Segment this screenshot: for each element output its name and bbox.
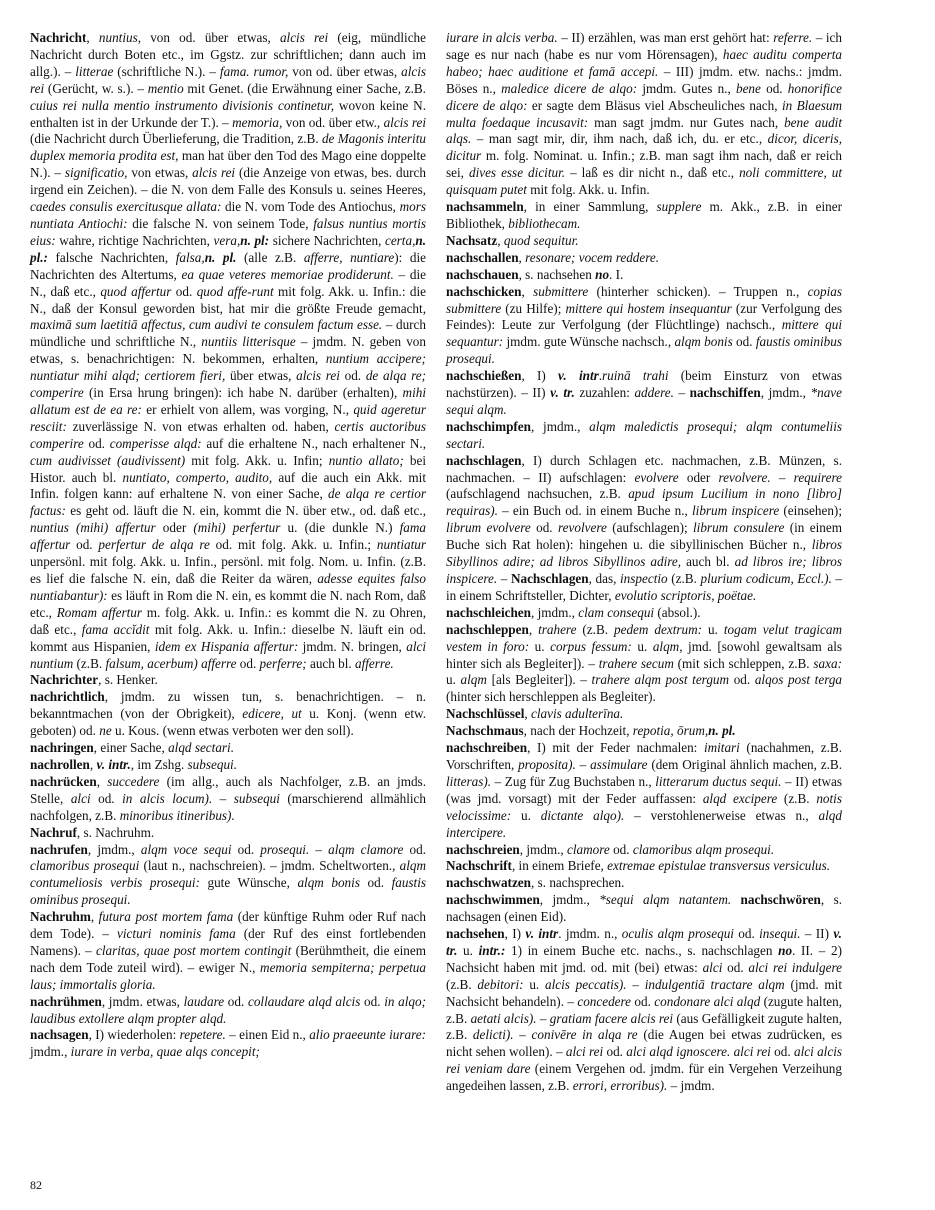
dictionary-entry: iurare in alcis verba. – II) erzählen, was man erst gehört hat: referre. – ich sage es nur nach (habe es nur vom Hörensagen), haec auditu comperta habeo; haec auditione et famā accepi. – III) jmdm. etw. nachs.: jmdm. Böses n., maledice dicere de alqo: jmdm. Gutes n., bene od. honorifice dicere de alqo: er sagte dem Bläsus viel Abscheuliches nach, in Blaesum multa foedaque incusavit: man sagt jmdm. nur Gutes nach, bene audit alqs. – man sagt mir, dir, ihm nach, daß ich, du. er etc., dicor, diceris, dicitur m. folg. Nominat. u. Infin.; z.B. man sagt ihm nach, daß er reich sei, dives esse dicitur. – laß es dir nicht n., daß etc., noli committere, ut quisquam putet mit folg. Akk. u. Infin. (446, 30, 843, 198)
dictionary-entry: nachrichtlich, jmdm. zu wissen tun, s. benachrichtigen. – n. bekanntmachen (von der Obrigkeit), edicere, ut u. Konj. (wenn etw. geboten) od. ne u. Kous. (wenn etwas verboten wer den soll). (30, 689, 426, 739)
dictionary-entry: nachschallen, resonare; vocem reddere. (446, 249, 660, 265)
dictionary-entry: nachschleppen, trahere (z.B. pedem dextrum: u. togam velut tragicam vestem in foro: u. corpus fessum: u. alqm, jmd. [sowohl gewaltsam als hinter sich als Begleiter]). – trahere secum (mit sich schleppen, z.B. saxa: u. alqm [als Begleiter]). – trahere alqm post tergum od. alqos post terga (hinter sich herschleppen als Begleiter). (446, 621, 843, 705)
dictionary-entry: nachschleichen, jmdm., clam consequi (absol.). (446, 604, 701, 620)
dictionary-entry: nachschreiben, I) mit der Feder nachmalen: imitari (nachahmen, z.B. Vorschriften, proposita). – assimulare (dem Original ähnlich machen, z.B. litteras). – Zug für Zug Buchstaben n., litterarum ductus sequi. – II) etwas (was jmd. vorsagt) mit der Feder auffassen: alqd excipere (z.B. notis velocissime: u. dictante alqo). – verstohlenerweise etwas n., alqd intercipere. (446, 740, 843, 840)
dictionary-entry: nachrollen, v. intr., im Zshg. subsequi. (30, 756, 237, 772)
dictionary-entry: nachschwatzen, s. nachsprechen. (446, 875, 625, 891)
dictionary-entry: Nachruf, s. Nachruhm. (30, 824, 155, 840)
dictionary-entry: nachringen, einer Sache, alqd sectari. (30, 740, 235, 756)
dictionary-entry: nachsagen, I) wiederholen: repetere. – einen Eid n., alio praeeunte iurare: jmdm., iurare in verba, quae alqs concepit; (30, 1027, 427, 1060)
dictionary-entry: nachrufen, jmdm., alqm voce sequi od. prosequi. – alqm clamore od. clamoribus prosequi (laut n., nachschreien). – jmdm. Scheltworten., alqm contumeliosis verbis prosequi: gute Wünsche, alqm bonis od. faustis ominibus prosequi. (30, 841, 427, 908)
dictionary-entry: nachrühmen, jmdm. etwas, laudare od. collaudare alqd alcis od. in alqo; laudibus extollere alqm propter alqd. (30, 993, 426, 1026)
dictionary-entry: nachschießen, I) v. intr.ruinā trahi (beim Einsturz von etwas nachstürzen). – II) v. tr. zuzahlen: addere. – nachschiffen, jmdm., *navе sequi alqm. (446, 368, 843, 417)
dictionary-entry: nachsammeln, in einer Sammlung, supplere m. Akk., z.B. in einer Bibliothek, bibliothecam. (446, 199, 842, 231)
dictionary-entry: nachschauen, s. nachsehen no. I. (446, 266, 624, 282)
page-number: 82 (30, 1178, 42, 1192)
dictionary-entry: Nachschlüssel, clavis adulterīna. (446, 706, 624, 722)
dictionary-entry: Nachruhm, futura post mortem fama (der künftige Ruhm oder Ruf nach dem Tode). – victuri nominis fama (der Ruf des einst fortlebenden Namens). – claritas, quae post mortem contingit (Berühmtheit, die einem nach dem Tode zuteil wird). – ewiger N., memoria sempiterna; perpetua laus; immortalis gloria. (30, 909, 426, 992)
dictionary-entry: nachschicken, submittere (hinterher schicken). – Truppen n., copias submittere (zu Hilfe); mittere qui hostem insequantur (zur Verfolgung des Feindes): Leute zur Verfolgung (der Flüchtlinge) nachsch., mittere qui sequantur: jmdm. gute Wünsche nachsch., alqm bonis od. faustis ominibus prosequi. (446, 283, 843, 367)
dictionary-entry: nachrücken, succedere (im allg., auch als Nachfolger, z.B. an jmds. Stelle, alci od. in alcis locum). – subsequi (marschierend allmählich nachfolgen, z.B. minoribus itineribus). (30, 773, 426, 823)
right-column (446, 30, 842, 1095)
dictionary-entry: nachsehen, I) v. intr. jmdm. n., oculis alqm prosequi od. insequi. – II) v. tr. u. intr.: 1) in einem Buche etc. nachs., s. nachschlagen no. II. – 2) Nachsicht haben mit jmd. od. mit (bei) etwas: alci od. alci rei indulgere (z.B. debitori: u. alcis peccatis). – indulgentiā tractare alqm (jmd. mit Nachsicht behandeln). – concedere od. condonare alci alqd (zugute halten, z.B. aetati alcis). – gratiam facere alcis rei (aus Gefälligkeit zugute halten, z.B. delicti). – conivēre in alqa re (die Augen bei etwas zudrücken, es nicht sehen wollen). – alci rei od. alci alqd ignoscere. alci rei od. alci alcis rei veniam dare (einem Vergehen od. jmdm. für ein Vergehen Verzeihung angedeihen lassen, z.B. errori, erroribus). – jmdm. (446, 926, 843, 1094)
dictionary-entry: nachschwimmen, jmdm., *sequi alqm natantem. nachschwören, s. nachsagen (einen Eid). (446, 892, 842, 925)
dictionary-entry: Nachrichter, s. Henker. (30, 672, 158, 688)
dictionary-entry: nachschimpfen, jmdm., alqm maledictis prosequi; alqm contumeliis sectari. (446, 418, 842, 451)
dictionary-entry: nachschreien, jmdm., clamore od. clamoribus alqm prosequi. (446, 841, 775, 857)
dictionary-entry: nachschlagen, I) durch Schlagen etc. nachmachen, z.B. Münzen, s. nachmachen. – II) aufschlagen: evolvere oder revolvere. – requirere (aufschlagend nachsuchen, z.B. apud ipsum Lucilium in nono [libro] requiras). – ein Buch od. in einem Buche n., librum inspicere (einsehen); librum evolvere od. revolvere (aufschlagen); librum consulere (in einem Buche sich Rat holen): hingehen u. die sibyllinischen Bücher n., libros Sibyllinos adire; ad libros Sibyllinos adire, auch bl. ad libros ire; libros inspicere. – Nachschlagen, das, inspectio (z.B. plurium codicum, Eccl.). – in einem Schriftsteller, Dichter, evolutio scriptoris, poëtae. (446, 452, 843, 603)
dictionary-entry: Nachricht, nuntius, von od. über etwas, alcis rei (eig, mündliche Nachricht durch Boten etc., im Ggstz. zur schriftlichen; dann auch im allg.). – litterae (schriftliche N.). – fama. rumor, von od. über etwas, alcis rei (Gerücht, w. s.). – mentio mit Genet. (die Erwähnung einer Sache, z.B. cuius rei nulla mentio instrumento divisionis continetur, wovon keine N. enthalten ist in der Urkunde der T.). – memoria, von od. über etw., alcis rei (die Nachricht durch Überlieferung, die Tradition, z.B. de Magonis interitu duplex memoria prodita est, man hat über den Tod des Mago eine doppelte N.). – significatio, von etwas, alcis rei (die Anzeige von etwas, bes. durch irgend ein Zeichen). – die N. von dem Falle des Konsuls u. seines Heeres, caedes consulis exercitusque allata: die N. vom Tode des Antiochus, mors nuntiata Antiochi: die falsche N. von seinem Tode, falsus nuntius mortis eius: wahre, richtige Nachrichten, vera,n. pl: sichere Nachrichten, certa,n. pl.: falsche Nachrichten, falsa,n. pl. (alle z.B. afferre, nuntiare): die Nachrichten des Altertums, ea quae veteres memoriae prodiderunt. – die N., daß etc., quod affertur od. quod affe-runt mit folg. Akk. u. Infin.: die N., daß der Konsul geworden bist, hat mir die größte Freude gemacht, maximā sum laetitiā affectus, cum audivi te consulem factum esse. – durch mündliche und schriftliche N., nuntiis litterisque – jmdm. N. geben von etwas, s. benachrichtigen: N. bekommen, erhalten, nuntium accipere; nuntiatur mihi alqd; certiorem fieri, über etwas, alcis rei od. de alqa re; comperire (in Ersa hrung bringen): ich habe N. darüber (erhalten), mihi allatum est de ea re: er erhielt von allem, was vorging, N., quid ageretur resciit: zuverlässige N. von etwas erhalten od. haben, certis auctoribus comperire od. comperisse alqd: auf die erhaltene N., nach erhaltener N., cum audivisset (audivissent) mit folg. Akk. u. Infin; nuntio allato; bei Histor. auch bl. nuntiato, comperto, audito, auf die auch ein Akk. mit Infin. folgen kann: auf erhaltene N. von einer Sache, de alqa re certior factus: es geht od. läuft die N. ein, kommt die N. über etw., od. daß etc., nuntius (mihi) affertur oder (mihi) perfertur u. (die dunkle N.) fama affertur od. perfertur de alqa re od. mit folg. Akk. u. Infin.; nuntiatur unpersönl. mit folg. Akk. u. Infin., persönl. mit folg. Nom. u. Infin. (z.B. es lief die falsche N. ein, daß die Reiter da wären, adesse equites falso nuntiabantur): es läuft in Rom die N. ein, es kommt die N. nach Rom, daß etc., Romam affertur m. folg. Akk. u. Infin.: es kommt die N. zu Ohren, daß etc., fama accĭdit mit folg. Akk. u. Infin.: dieselbe N. läuft ein od. kommt aus Hispanien, idem ex Hispania affertur: jmdm. N. bringen, alci nuntium (z.B. falsum, acerbum) afferre od. perferre; auch bl. afferre. (30, 30, 427, 671)
dictionary-entry: Nachschmaus, nach der Hochzeit, repotia, ōrum,n. pl. (446, 723, 736, 739)
dictionary-entry: Nachsatz, quod sequitur. (446, 232, 579, 248)
left-column (30, 30, 426, 1061)
dictionary-entry: Nachschrift, in einem Briefe, extremae epistulae transversus versiculus. (446, 858, 831, 874)
